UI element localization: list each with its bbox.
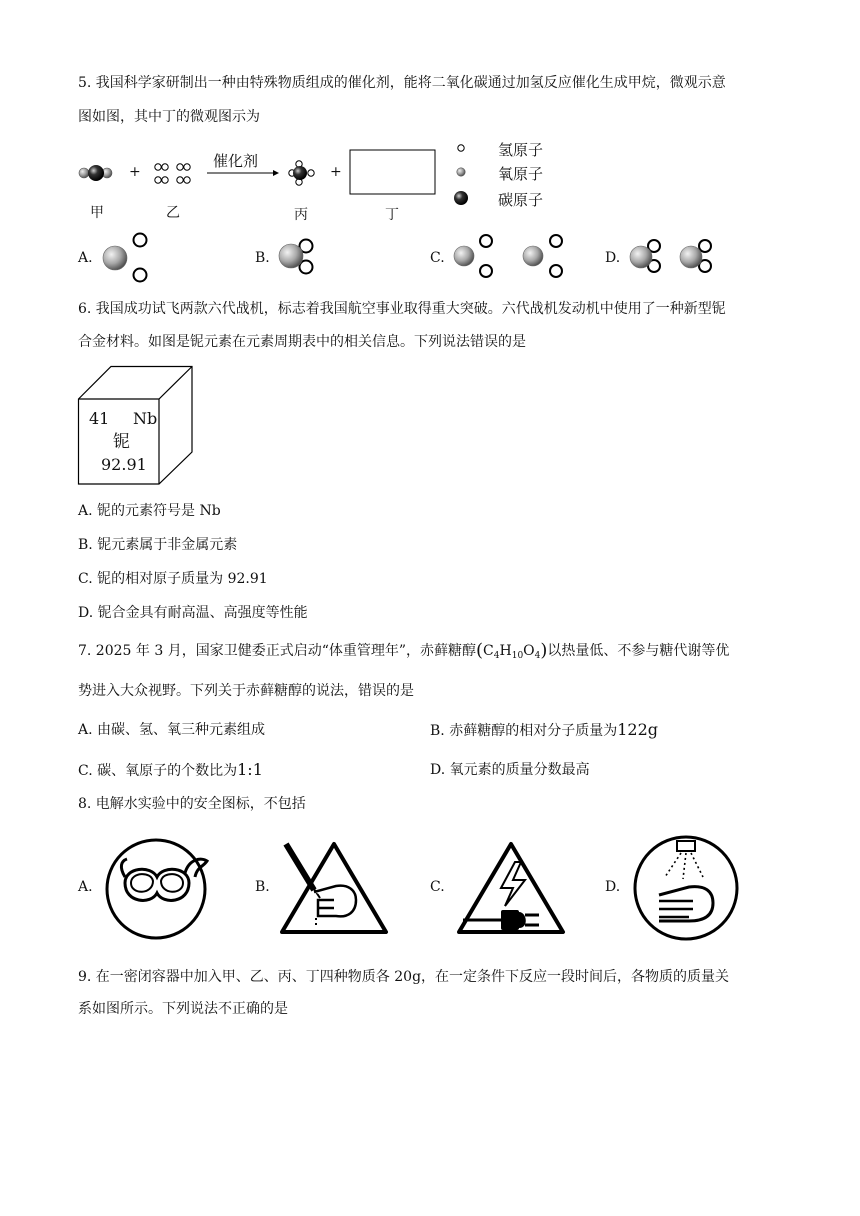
carbon-atom-icon bbox=[454, 191, 468, 205]
element-name: 铌 bbox=[113, 432, 130, 452]
q7-stem-part-b: 以热量低、不参与糖代谢等优 bbox=[547, 643, 730, 659]
reaction-diagram bbox=[70, 140, 570, 225]
sharp-object-warning-icon bbox=[278, 838, 390, 938]
q5-option-a-image bbox=[95, 230, 155, 285]
q7-stem-line2: 势进入大众视野。下列关于赤藓糖醇的说法，错误的是 bbox=[78, 683, 414, 699]
q8-option-c-label: C. bbox=[430, 879, 445, 895]
h2-molecules bbox=[155, 164, 190, 183]
q7-option-c: C. 碳、氧原子的个数比为1:1 bbox=[78, 760, 263, 779]
q6-stem-line1: 6. 我国成功试飞两款六代战机，标志着我国航空事业取得重大突破。六代战机发动机中使用了一种新型铌 bbox=[78, 301, 726, 317]
q9-stem-line1: 9. 在一密闭容器中加入甲、乙、丙、丁四种物质各 20g，在一定条件下反应一段时间后，各物质的质量关 bbox=[78, 969, 730, 985]
formula: $C_4H_{10}O_4$ bbox=[483, 643, 541, 661]
goggles-icon bbox=[103, 837, 209, 941]
q5-option-d-image bbox=[628, 237, 723, 277]
q8-option-d-label: D. bbox=[605, 879, 621, 895]
label-ding: 丁 bbox=[385, 207, 399, 223]
q5-stem-line2: 图如图，其中丁的微观图示为 bbox=[78, 109, 260, 125]
q7-option-d: D. 氧元素的质量分数最高 bbox=[430, 762, 590, 778]
catalyst-label: 催化剂 bbox=[213, 152, 259, 170]
q7-stem-part-a: 7. 2025 年 3 月，国家卫健委正式启动“体重管理年”，赤藓糖醇 bbox=[78, 643, 477, 659]
q8-stem: 8. 电解水实验中的安全图标，不包括 bbox=[78, 796, 306, 812]
plus-sign: + bbox=[330, 164, 342, 180]
legend-hydrogen: 氢原子 bbox=[498, 141, 544, 159]
q5-option-b-image bbox=[275, 235, 320, 280]
q9-stem-line2: 系如图所示。下列说法不正确的是 bbox=[78, 1001, 288, 1017]
plus-sign: + bbox=[129, 164, 141, 180]
element-mass: 92.91 bbox=[101, 455, 147, 474]
legend-carbon: 碳原子 bbox=[498, 191, 544, 209]
hand-washing-icon bbox=[631, 835, 741, 941]
oxygen-atom-icon bbox=[457, 168, 465, 176]
element-symbol: Nb bbox=[133, 409, 158, 428]
legend-oxygen: 氧原子 bbox=[498, 165, 544, 183]
hydrogen-atom-icon bbox=[458, 145, 464, 151]
q7-option-b: B. 赤藓糖醇的相对分子质量为122g bbox=[430, 720, 658, 739]
q5-option-c-image bbox=[450, 232, 575, 282]
q5-option-b-label: B. bbox=[255, 250, 270, 266]
ch4-molecule bbox=[289, 161, 314, 185]
q7-stem-line1: 7. 2025 年 3 月，国家卫健委正式启动“体重管理年”，赤藓糖醇$(C_4H_{10}O_4)$以热量低、不参与糖代谢等优 bbox=[78, 640, 730, 661]
product-box bbox=[350, 150, 435, 194]
q5-option-a-label: A. bbox=[78, 250, 93, 266]
q6-option-a: A. 铌的元素符号是 Nb bbox=[78, 503, 221, 519]
electric-hazard-icon bbox=[455, 838, 567, 938]
q8-option-b-label: B. bbox=[255, 879, 270, 895]
q8-option-a-label: A. bbox=[78, 879, 93, 895]
q6-stem-line2: 合金材料。如图是铌元素在元素周期表中的相关信息。下列说法错误的是 bbox=[78, 334, 526, 350]
q7-option-a: A. 由碳、氢、氧三种元素组成 bbox=[78, 722, 266, 738]
q5-option-c-label: C. bbox=[430, 250, 445, 266]
co2-molecule bbox=[79, 165, 112, 181]
q5-stem-line1: 5. 我国科学家研制出一种由特殊物质组成的催化剂，能将二氧化碳通过加氢反应催化生成甲烷，微观示意 bbox=[78, 75, 726, 91]
q6-option-c: C. 铌的相对原子质量为 92.91 bbox=[78, 571, 268, 587]
q5-option-d-label: D. bbox=[605, 250, 621, 266]
q6-option-b: B. 铌元素属于非金属元素 bbox=[78, 537, 238, 553]
q6-option-d: D. 铌合金具有耐高温、高强度等性能 bbox=[78, 605, 308, 621]
label-yi: 乙 bbox=[166, 205, 180, 221]
label-bing: 丙 bbox=[294, 207, 308, 223]
label-jia: 甲 bbox=[90, 205, 104, 221]
element-number: 41 bbox=[89, 409, 110, 428]
